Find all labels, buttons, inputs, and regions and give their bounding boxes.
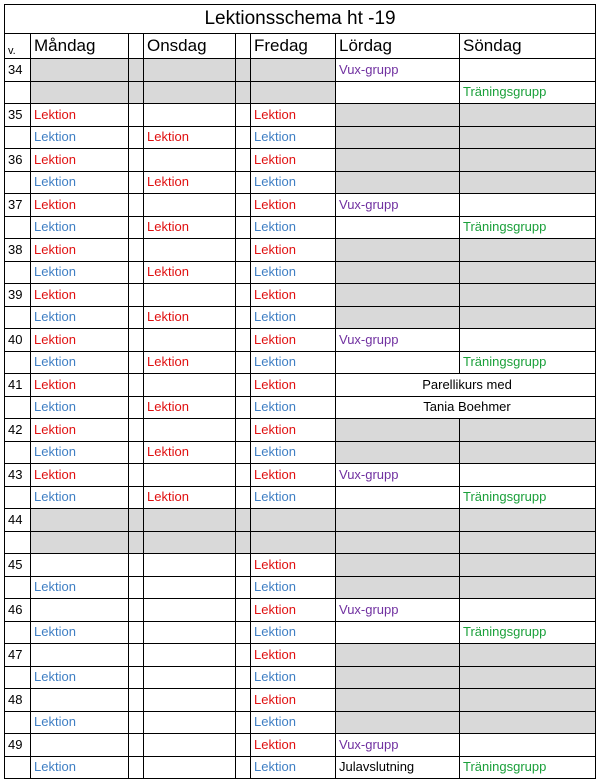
spacer-cell (129, 284, 144, 307)
spacer-cell (236, 171, 251, 194)
spacer-cell (129, 644, 144, 667)
friday-cell: Lektion (251, 419, 336, 442)
header-sunday: Söndag (460, 34, 596, 59)
table-row (5, 419, 596, 442)
monday-cell (31, 81, 129, 104)
saturday-cell (336, 239, 460, 262)
friday-cell: Lektion (251, 666, 336, 689)
wednesday-cell (144, 104, 236, 127)
table-row (5, 554, 596, 577)
monday-cell (31, 644, 129, 667)
sunday-cell (460, 734, 596, 757)
saturday-cell (336, 486, 460, 509)
sunday-cell (460, 711, 596, 734)
spacer-cell (236, 374, 251, 397)
saturday-cell (336, 576, 460, 599)
weekend-merged-cell: Parellikurs med (336, 374, 596, 397)
table-row (5, 374, 596, 397)
friday-cell: Lektion (251, 374, 336, 397)
week-number (5, 261, 31, 284)
sunday-cell (460, 59, 596, 82)
sunday-cell (460, 261, 596, 284)
spacer-cell (236, 34, 251, 59)
schedule-table (4, 4, 596, 779)
wednesday-cell (144, 509, 236, 532)
wednesday-cell: Lektion (144, 171, 236, 194)
spacer-cell (236, 486, 251, 509)
table-row (5, 329, 596, 352)
monday-cell: Lektion (31, 306, 129, 329)
week-number: 39 (5, 284, 31, 307)
friday-cell: Lektion (251, 194, 336, 217)
spacer-cell (236, 554, 251, 577)
sunday-cell: Träningsgrupp (460, 756, 596, 779)
saturday-cell (336, 126, 460, 149)
wednesday-cell (144, 644, 236, 667)
spacer-cell (129, 104, 144, 127)
spacer-cell (129, 509, 144, 532)
spacer-cell (129, 59, 144, 82)
saturday-cell: Vux-grupp (336, 599, 460, 622)
week-number: 47 (5, 644, 31, 667)
week-number (5, 441, 31, 464)
sunday-cell (460, 149, 596, 172)
wednesday-cell (144, 284, 236, 307)
friday-cell: Lektion (251, 149, 336, 172)
monday-cell (31, 509, 129, 532)
monday-cell: Lektion (31, 261, 129, 284)
sunday-cell (460, 419, 596, 442)
week-number (5, 126, 31, 149)
spacer-cell (236, 441, 251, 464)
saturday-cell (336, 509, 460, 532)
saturday-cell: Vux-grupp (336, 59, 460, 82)
friday-cell: Lektion (251, 689, 336, 712)
sunday-cell: Träningsgrupp (460, 486, 596, 509)
table-row (5, 509, 596, 532)
table-row (5, 104, 596, 127)
saturday-cell (336, 666, 460, 689)
sunday-cell (460, 599, 596, 622)
week-number: 43 (5, 464, 31, 487)
wednesday-cell: Lektion (144, 261, 236, 284)
friday-cell: Lektion (251, 261, 336, 284)
friday-cell: Lektion (251, 351, 336, 374)
table-row (5, 621, 596, 644)
wednesday-cell (144, 599, 236, 622)
saturday-cell (336, 441, 460, 464)
friday-cell (251, 509, 336, 532)
friday-cell: Lektion (251, 216, 336, 239)
wednesday-cell (144, 329, 236, 352)
week-number (5, 216, 31, 239)
week-number (5, 81, 31, 104)
spacer-cell (129, 306, 144, 329)
monday-cell (31, 59, 129, 82)
spacer-cell (129, 666, 144, 689)
friday-cell: Lektion (251, 104, 336, 127)
spacer-cell (129, 239, 144, 262)
monday-cell: Lektion (31, 396, 129, 419)
monday-cell: Lektion (31, 419, 129, 442)
monday-cell (31, 531, 129, 554)
friday-cell: Lektion (251, 284, 336, 307)
table-row (5, 464, 596, 487)
spacer-cell (129, 486, 144, 509)
week-number: 38 (5, 239, 31, 262)
monday-cell: Lektion (31, 194, 129, 217)
saturday-cell (336, 531, 460, 554)
monday-cell: Lektion (31, 374, 129, 397)
spacer-cell (236, 396, 251, 419)
saturday-cell (336, 284, 460, 307)
wednesday-cell (144, 711, 236, 734)
spacer-cell (236, 81, 251, 104)
wednesday-cell: Lektion (144, 351, 236, 374)
table-row (5, 149, 596, 172)
spacer-cell (236, 306, 251, 329)
spacer-cell (236, 734, 251, 757)
friday-cell: Lektion (251, 621, 336, 644)
week-number (5, 396, 31, 419)
friday-cell: Lektion (251, 599, 336, 622)
table-row (5, 576, 596, 599)
sunday-cell (460, 576, 596, 599)
friday-cell: Lektion (251, 711, 336, 734)
saturday-cell (336, 554, 460, 577)
table-row (5, 59, 596, 82)
spacer-cell (129, 171, 144, 194)
sunday-cell (460, 464, 596, 487)
sunday-cell (460, 666, 596, 689)
spacer-cell (129, 711, 144, 734)
friday-cell (251, 59, 336, 82)
wednesday-cell (144, 59, 236, 82)
week-number: 35 (5, 104, 31, 127)
sunday-cell (460, 329, 596, 352)
wednesday-cell (144, 756, 236, 779)
saturday-cell: Vux-grupp (336, 194, 460, 217)
monday-cell: Lektion (31, 329, 129, 352)
table-row (5, 734, 596, 757)
spacer-cell (236, 644, 251, 667)
monday-cell: Lektion (31, 149, 129, 172)
friday-cell: Lektion (251, 464, 336, 487)
sunday-cell (460, 644, 596, 667)
spacer-cell (236, 666, 251, 689)
header-wednesday: Onsdag (144, 34, 236, 59)
spacer-cell (129, 149, 144, 172)
spacer-cell (129, 419, 144, 442)
friday-cell: Lektion (251, 486, 336, 509)
wednesday-cell: Lektion (144, 306, 236, 329)
spacer-cell (129, 599, 144, 622)
table-row (5, 126, 596, 149)
monday-cell: Lektion (31, 486, 129, 509)
wednesday-cell (144, 194, 236, 217)
table-row (5, 531, 596, 554)
sunday-cell (460, 194, 596, 217)
spacer-cell (236, 689, 251, 712)
table-row (5, 689, 596, 712)
friday-cell: Lektion (251, 644, 336, 667)
wednesday-cell (144, 419, 236, 442)
friday-cell: Lektion (251, 126, 336, 149)
sunday-cell: Träningsgrupp (460, 621, 596, 644)
table-row (5, 261, 596, 284)
table-row (5, 644, 596, 667)
saturday-cell (336, 104, 460, 127)
spacer-cell (236, 531, 251, 554)
sunday-cell (460, 126, 596, 149)
sunday-cell (460, 171, 596, 194)
week-number: 36 (5, 149, 31, 172)
monday-cell: Lektion (31, 464, 129, 487)
sunday-cell: Träningsgrupp (460, 81, 596, 104)
table-row (5, 216, 596, 239)
week-number: 37 (5, 194, 31, 217)
week-number (5, 576, 31, 599)
table-row (5, 194, 596, 217)
wednesday-cell (144, 239, 236, 262)
monday-cell: Lektion (31, 576, 129, 599)
week-number (5, 756, 31, 779)
saturday-cell: Vux-grupp (336, 329, 460, 352)
table-row (5, 306, 596, 329)
monday-cell: Lektion (31, 711, 129, 734)
header-monday: Måndag (31, 34, 129, 59)
spacer-cell (236, 419, 251, 442)
wednesday-cell (144, 149, 236, 172)
wednesday-cell (144, 531, 236, 554)
spacer-cell (129, 81, 144, 104)
spacer-cell (236, 104, 251, 127)
monday-cell (31, 689, 129, 712)
week-number (5, 621, 31, 644)
spacer-cell (236, 351, 251, 374)
table-row (5, 351, 596, 374)
friday-cell: Lektion (251, 734, 336, 757)
table-row (5, 599, 596, 622)
monday-cell: Lektion (31, 239, 129, 262)
wednesday-cell (144, 734, 236, 757)
week-number: 41 (5, 374, 31, 397)
saturday-cell (336, 689, 460, 712)
spacer-cell (236, 239, 251, 262)
spacer-cell (129, 576, 144, 599)
friday-cell: Lektion (251, 441, 336, 464)
friday-cell: Lektion (251, 396, 336, 419)
spacer-cell (236, 756, 251, 779)
wednesday-cell (144, 464, 236, 487)
saturday-cell (336, 644, 460, 667)
spacer-cell (129, 554, 144, 577)
wednesday-cell (144, 81, 236, 104)
table-row (5, 666, 596, 689)
week-number: 45 (5, 554, 31, 577)
monday-cell: Lektion (31, 126, 129, 149)
table-row (5, 396, 596, 419)
saturday-cell: Julavslutning (336, 756, 460, 779)
week-number (5, 306, 31, 329)
spacer-cell (129, 329, 144, 352)
wednesday-cell: Lektion (144, 486, 236, 509)
spacer-cell (236, 59, 251, 82)
week-number: 48 (5, 689, 31, 712)
week-number (5, 171, 31, 194)
sunday-cell: Träningsgrupp (460, 216, 596, 239)
sunday-cell: Träningsgrupp (460, 351, 596, 374)
spacer-cell (236, 261, 251, 284)
week-number: 40 (5, 329, 31, 352)
spacer-cell (236, 329, 251, 352)
saturday-cell: Vux-grupp (336, 464, 460, 487)
sunday-cell (460, 239, 596, 262)
monday-cell: Lektion (31, 756, 129, 779)
week-number (5, 486, 31, 509)
monday-cell: Lektion (31, 171, 129, 194)
friday-cell (251, 531, 336, 554)
spacer-cell (236, 509, 251, 532)
saturday-cell (336, 711, 460, 734)
monday-cell: Lektion (31, 351, 129, 374)
header-saturday: Lördag (336, 34, 460, 59)
monday-cell: Lektion (31, 284, 129, 307)
table-row (5, 284, 596, 307)
wednesday-cell: Lektion (144, 126, 236, 149)
spacer-cell (236, 149, 251, 172)
spacer-cell (129, 374, 144, 397)
spacer-cell (236, 126, 251, 149)
wednesday-cell (144, 689, 236, 712)
spacer-cell (236, 216, 251, 239)
table-row (5, 486, 596, 509)
week-number (5, 351, 31, 374)
wednesday-cell (144, 621, 236, 644)
week-number: 42 (5, 419, 31, 442)
spacer-cell (129, 351, 144, 374)
saturday-cell (336, 306, 460, 329)
sunday-cell (460, 509, 596, 532)
wednesday-cell: Lektion (144, 441, 236, 464)
sunday-cell (460, 531, 596, 554)
monday-cell: Lektion (31, 216, 129, 239)
friday-cell: Lektion (251, 756, 336, 779)
monday-cell: Lektion (31, 441, 129, 464)
week-number: 46 (5, 599, 31, 622)
sheet-title: Lektionsschema ht -19 (5, 5, 596, 34)
spacer-cell (236, 621, 251, 644)
spacer-cell (129, 34, 144, 59)
monday-cell (31, 734, 129, 757)
wednesday-cell (144, 374, 236, 397)
friday-cell: Lektion (251, 171, 336, 194)
spacer-cell (129, 621, 144, 644)
spacer-cell (236, 194, 251, 217)
saturday-cell: Vux-grupp (336, 734, 460, 757)
wednesday-cell (144, 554, 236, 577)
monday-cell: Lektion (31, 666, 129, 689)
spacer-cell (236, 576, 251, 599)
saturday-cell (336, 419, 460, 442)
spacer-cell (129, 756, 144, 779)
table-row (5, 441, 596, 464)
header-friday: Fredag (251, 34, 336, 59)
week-number: 44 (5, 509, 31, 532)
spacer-cell (129, 531, 144, 554)
spacer-cell (129, 441, 144, 464)
friday-cell: Lektion (251, 554, 336, 577)
wednesday-cell (144, 576, 236, 599)
sunday-cell (460, 306, 596, 329)
monday-cell: Lektion (31, 104, 129, 127)
friday-cell (251, 81, 336, 104)
sunday-cell (460, 689, 596, 712)
week-number (5, 666, 31, 689)
wednesday-cell (144, 666, 236, 689)
week-number: 34 (5, 59, 31, 82)
spacer-cell (129, 464, 144, 487)
header-week: v. (5, 34, 31, 59)
week-number: 49 (5, 734, 31, 757)
saturday-cell (336, 621, 460, 644)
table-row (5, 756, 596, 779)
spacer-cell (129, 734, 144, 757)
spacer-cell (236, 711, 251, 734)
wednesday-cell: Lektion (144, 396, 236, 419)
week-number (5, 711, 31, 734)
saturday-cell (336, 149, 460, 172)
weekend-merged-cell: Tania Boehmer (336, 396, 596, 419)
spacer-cell (129, 194, 144, 217)
spacer-cell (129, 216, 144, 239)
spacer-cell (129, 689, 144, 712)
table-row (5, 81, 596, 104)
saturday-cell (336, 351, 460, 374)
spacer-cell (129, 396, 144, 419)
friday-cell: Lektion (251, 239, 336, 262)
spacer-cell (236, 599, 251, 622)
saturday-cell (336, 81, 460, 104)
week-number (5, 531, 31, 554)
sunday-cell (460, 554, 596, 577)
saturday-cell (336, 171, 460, 194)
spacer-cell (236, 284, 251, 307)
spacer-cell (129, 126, 144, 149)
wednesday-cell: Lektion (144, 216, 236, 239)
sunday-cell (460, 441, 596, 464)
friday-cell: Lektion (251, 329, 336, 352)
spacer-cell (129, 261, 144, 284)
monday-cell: Lektion (31, 621, 129, 644)
monday-cell (31, 554, 129, 577)
friday-cell: Lektion (251, 306, 336, 329)
table-row (5, 239, 596, 262)
monday-cell (31, 599, 129, 622)
sunday-cell (460, 284, 596, 307)
table-row (5, 711, 596, 734)
spacer-cell (236, 464, 251, 487)
saturday-cell (336, 216, 460, 239)
saturday-cell (336, 261, 460, 284)
sunday-cell (460, 104, 596, 127)
table-row (5, 171, 596, 194)
friday-cell: Lektion (251, 576, 336, 599)
